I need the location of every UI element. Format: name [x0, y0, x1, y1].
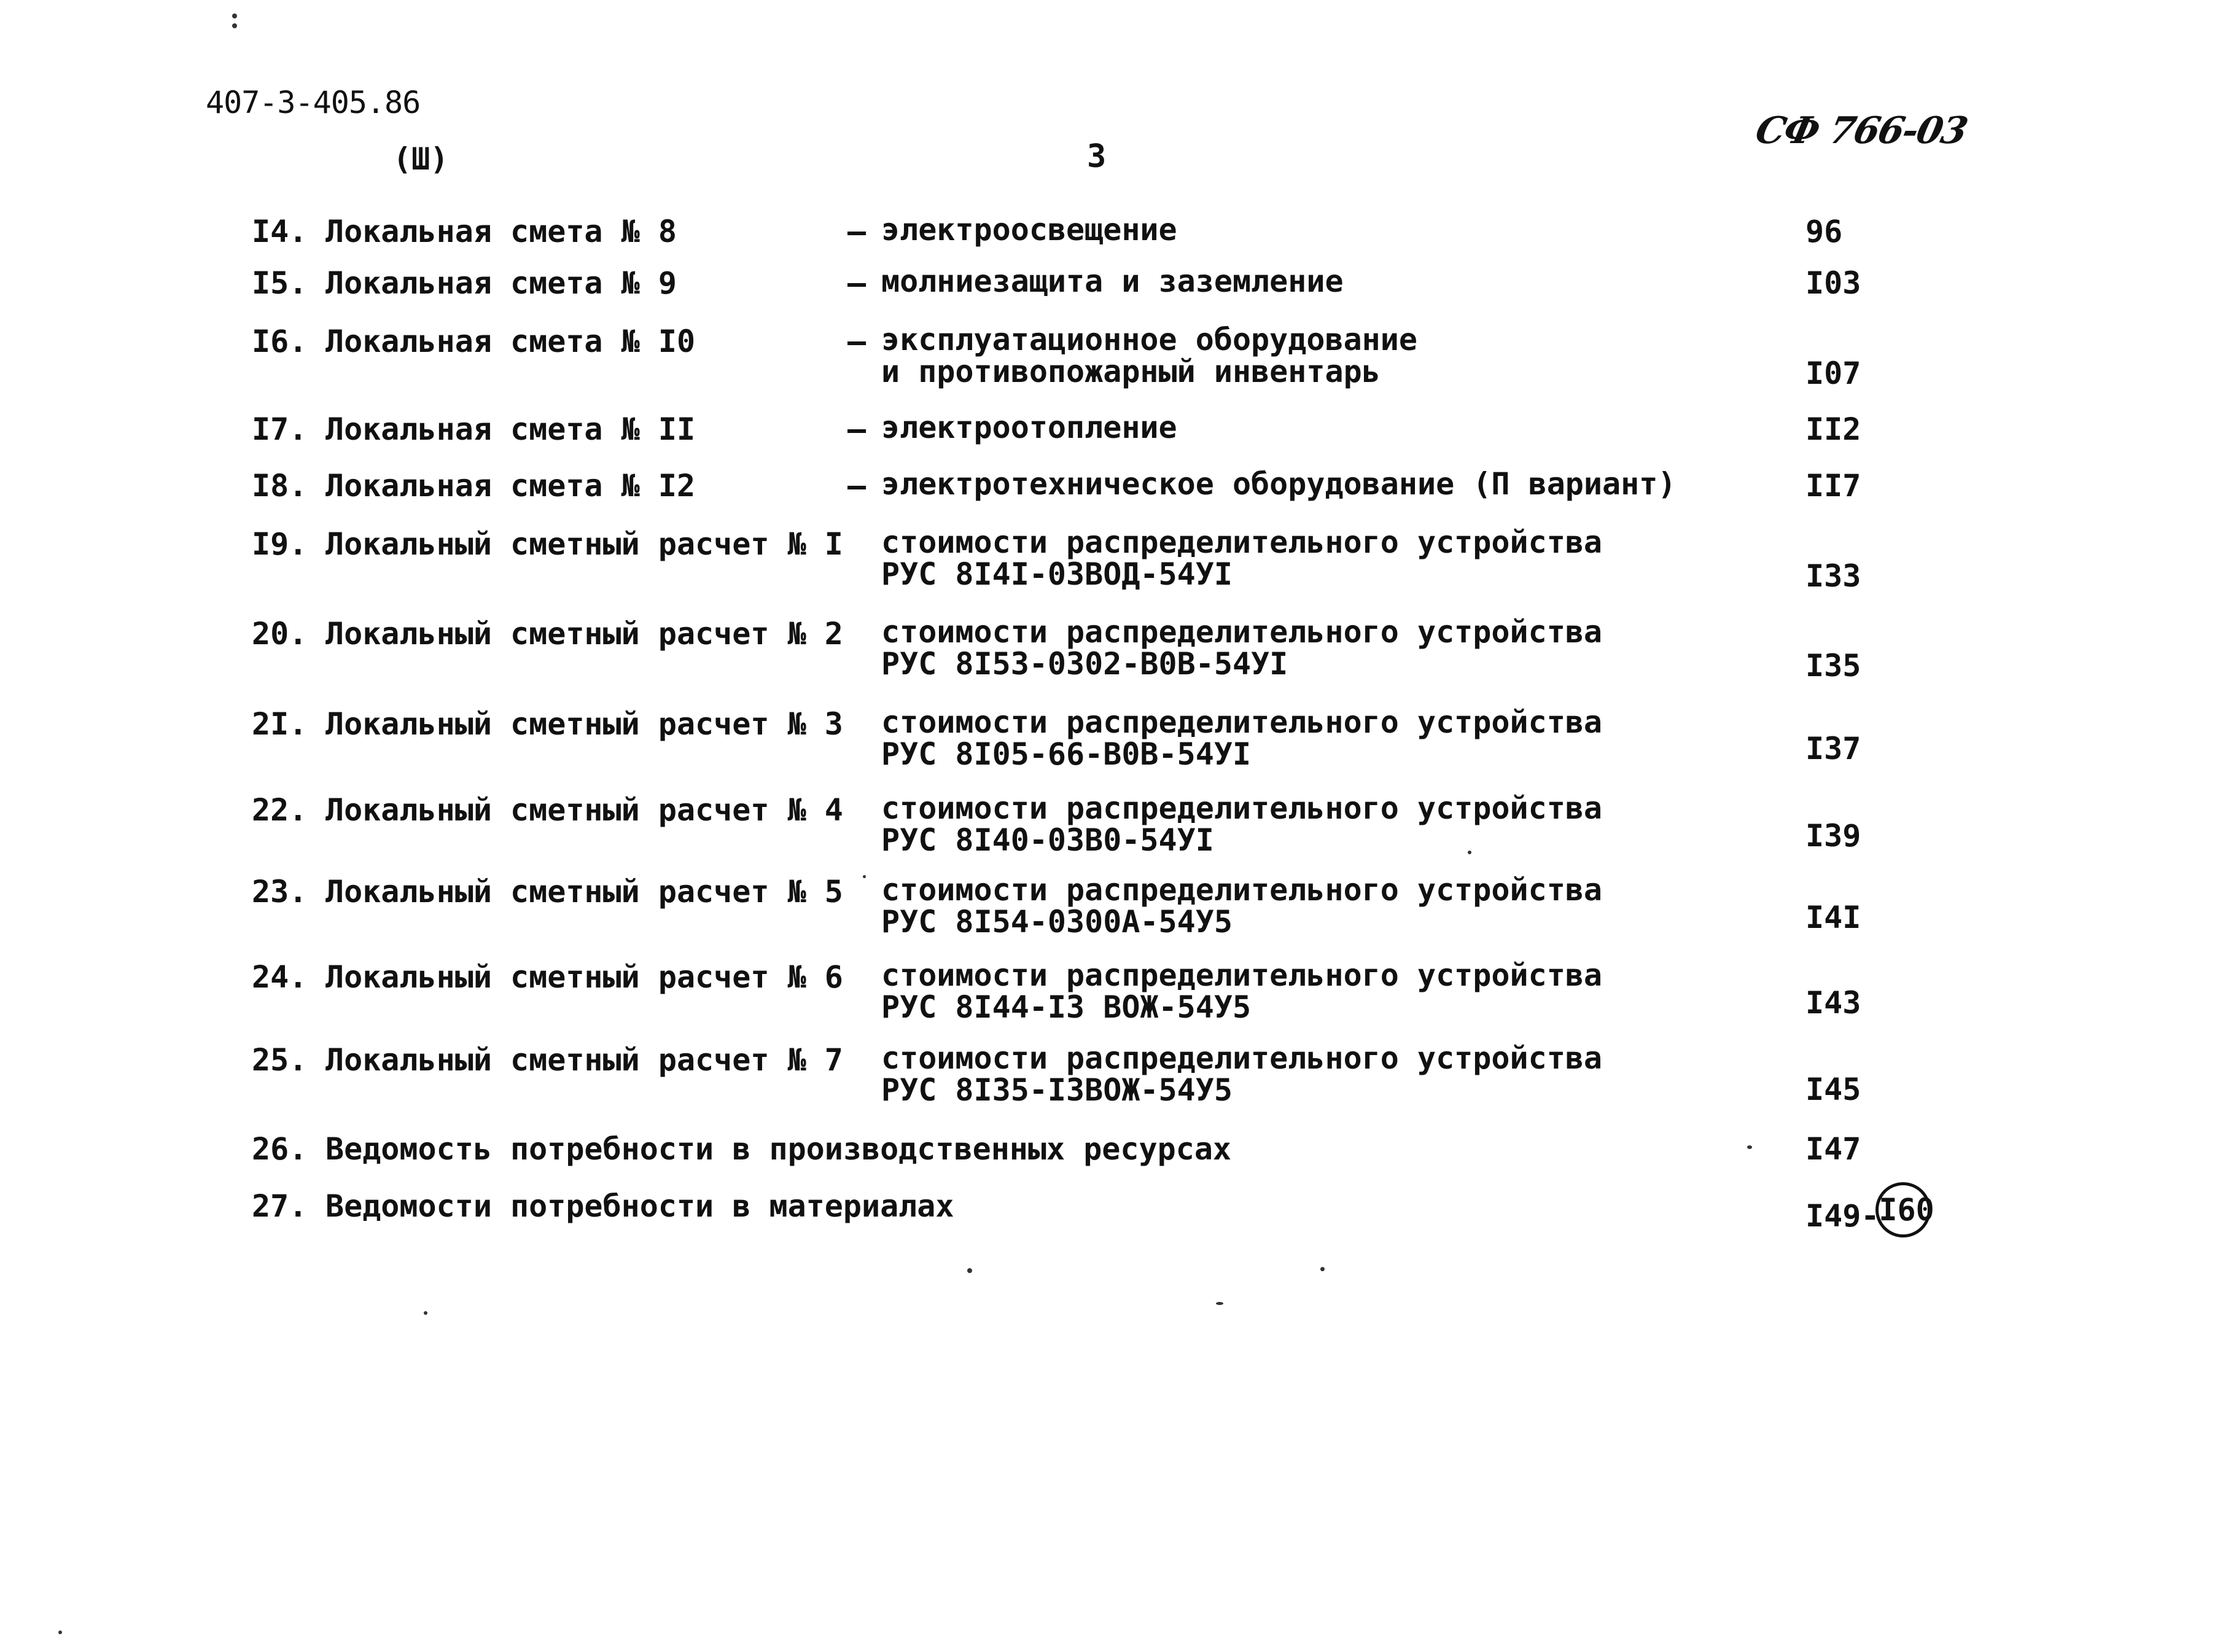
scan-speck: [1216, 1302, 1223, 1305]
scan-speck: [58, 1631, 62, 1634]
entry-description: [881, 411, 1177, 443]
circled-page-number: I60: [1875, 1182, 1931, 1237]
entry-name: Локальная смета № I2: [325, 468, 696, 504]
entry-name: Локальная смета № 8: [325, 214, 677, 249]
entry-desc-line2: РУС 8I53-0302-В0В-54УI: [881, 646, 1288, 682]
scan-speck: [1320, 1267, 1325, 1271]
entry-description: [881, 324, 1417, 388]
scan-speck: [424, 1311, 427, 1315]
entry-desc-line1: стоимости распределительного устройства: [881, 614, 1602, 650]
entry-page: II7: [1805, 468, 1861, 504]
entry-page: I49-: [1805, 1198, 1880, 1234]
entry-description: [881, 265, 1344, 297]
entry-number: 24.: [252, 959, 308, 995]
entry-desc-line2: РУС 8I35-I3ВОЖ-54У5: [881, 1072, 1233, 1108]
scan-speck: [863, 875, 866, 878]
volume-label: (Ш): [393, 141, 449, 177]
entry-page: I35: [1805, 648, 1861, 684]
entry-full-text: Ведомости потребности в материалах: [325, 1188, 954, 1224]
entry-description: [881, 214, 1177, 246]
entry-name: Локальный сметный расчет № 7: [325, 1042, 843, 1078]
entry-name: Локальный сметный расчет № 5: [325, 874, 843, 910]
entry-name: Локальный сметный расчет № 4: [325, 792, 843, 828]
entry-desc-line1: эксплуатационное оборудование: [881, 322, 1417, 357]
entry-page-range: [1805, 1188, 1934, 1244]
scan-speck: [1747, 1145, 1752, 1149]
entry-description: [881, 1042, 1602, 1106]
entry-page: I47: [1805, 1131, 1861, 1167]
entry-desc-line1: стоимости распределительного устройства: [881, 790, 1602, 826]
entry-desc-line1: стоимости распределительного устройства: [881, 872, 1602, 908]
entry-name: Локальная смета № II: [325, 411, 696, 447]
entry-description: [881, 468, 1676, 500]
entry-description: [881, 706, 1602, 770]
entry-desc-line2: и противопожарный инвентарь: [881, 354, 1381, 389]
entry-desc-line1: стоимости распределительного устройства: [881, 704, 1602, 740]
handwritten-mark: СФ 766-03: [1751, 109, 1971, 152]
entry-page: I43: [1805, 985, 1861, 1021]
scan-speck: [1468, 851, 1471, 854]
entry-number: 22.: [252, 792, 308, 828]
entry-desc-line1: электроотопление: [881, 410, 1177, 445]
entry-name: Локальная смета № I0: [325, 324, 696, 359]
entry-page: I45: [1805, 1072, 1861, 1107]
entry-number: I9.: [252, 526, 308, 562]
entry-desc-line1: стоимости распределительного устройства: [881, 957, 1602, 993]
entry-number: 20.: [252, 616, 308, 652]
entry-dash: –: [847, 214, 867, 249]
scan-speck: [967, 1268, 972, 1273]
entry-desc-line1: электроосвещение: [881, 212, 1177, 247]
entry-number: I6.: [252, 324, 308, 359]
entry-name: Локальный сметный расчет № I: [325, 526, 843, 562]
entry-desc-line2: РУС 8I44-I3 ВОЖ-54У5: [881, 989, 1252, 1025]
entry-desc-line2: РУС 8I40-03В0-54УI: [881, 822, 1214, 858]
entry-desc-line2: РУС 8I05-66-В0В-54УI: [881, 736, 1252, 772]
entry-desc-line1: молниезащита и заземление: [881, 263, 1344, 299]
entry-page: I03: [1805, 265, 1861, 301]
entry-number: 25.: [252, 1042, 308, 1078]
entry-description: [881, 616, 1602, 680]
entry-number: I4.: [252, 214, 308, 249]
entry-description: [881, 959, 1602, 1023]
entry-description: [881, 792, 1602, 856]
scan-speck: [232, 14, 237, 18]
entry-desc-line2: РУС 8I54-0300А-54У5: [881, 904, 1233, 940]
scan-speck: [232, 23, 237, 28]
document-code: 407-3-405.86: [206, 85, 421, 120]
entry-name: Локальная смета № 9: [325, 265, 677, 301]
entry-full-text: Ведомость потребности в производственных ресурсах: [325, 1131, 1232, 1167]
entry-number: I8.: [252, 468, 308, 504]
entry-desc-line1: стоимости распределительного устройства: [881, 524, 1602, 560]
entry-name: Локальный сметный расчет № 2: [325, 616, 843, 652]
entry-number: 26.: [252, 1131, 308, 1167]
entry-desc-line1: электротехническое оборудование (П вариант): [881, 466, 1677, 502]
entry-dash: –: [847, 411, 867, 447]
entry-number: 23.: [252, 874, 308, 910]
entry-desc-line1: стоимости распределительного устройства: [881, 1040, 1602, 1076]
entry-page: II2: [1805, 411, 1861, 447]
entry-number: I5.: [252, 265, 308, 301]
entry-number: I7.: [252, 411, 308, 447]
entry-number: 2I.: [252, 706, 308, 742]
entry-description: [881, 874, 1602, 938]
entry-page: I07: [1805, 356, 1861, 391]
entry-name: Локальный сметный расчет № 3: [325, 706, 843, 742]
entry-description: [881, 526, 1602, 590]
entry-page: I39: [1805, 818, 1861, 854]
entry-name: Локальный сметный расчет № 6: [325, 959, 843, 995]
entry-page: I33: [1805, 558, 1861, 594]
entry-page: I4I: [1805, 900, 1861, 935]
entry-page: I37: [1805, 731, 1861, 766]
entry-dash: –: [847, 265, 867, 301]
entry-desc-line2: РУС 8I4I-03ВОД-54УI: [881, 556, 1233, 592]
entry-dash: –: [847, 324, 867, 359]
entry-number: 27.: [252, 1188, 308, 1224]
page-number: 3: [1087, 138, 1107, 175]
entry-dash: –: [847, 468, 867, 504]
entry-page: 96: [1805, 214, 1843, 249]
